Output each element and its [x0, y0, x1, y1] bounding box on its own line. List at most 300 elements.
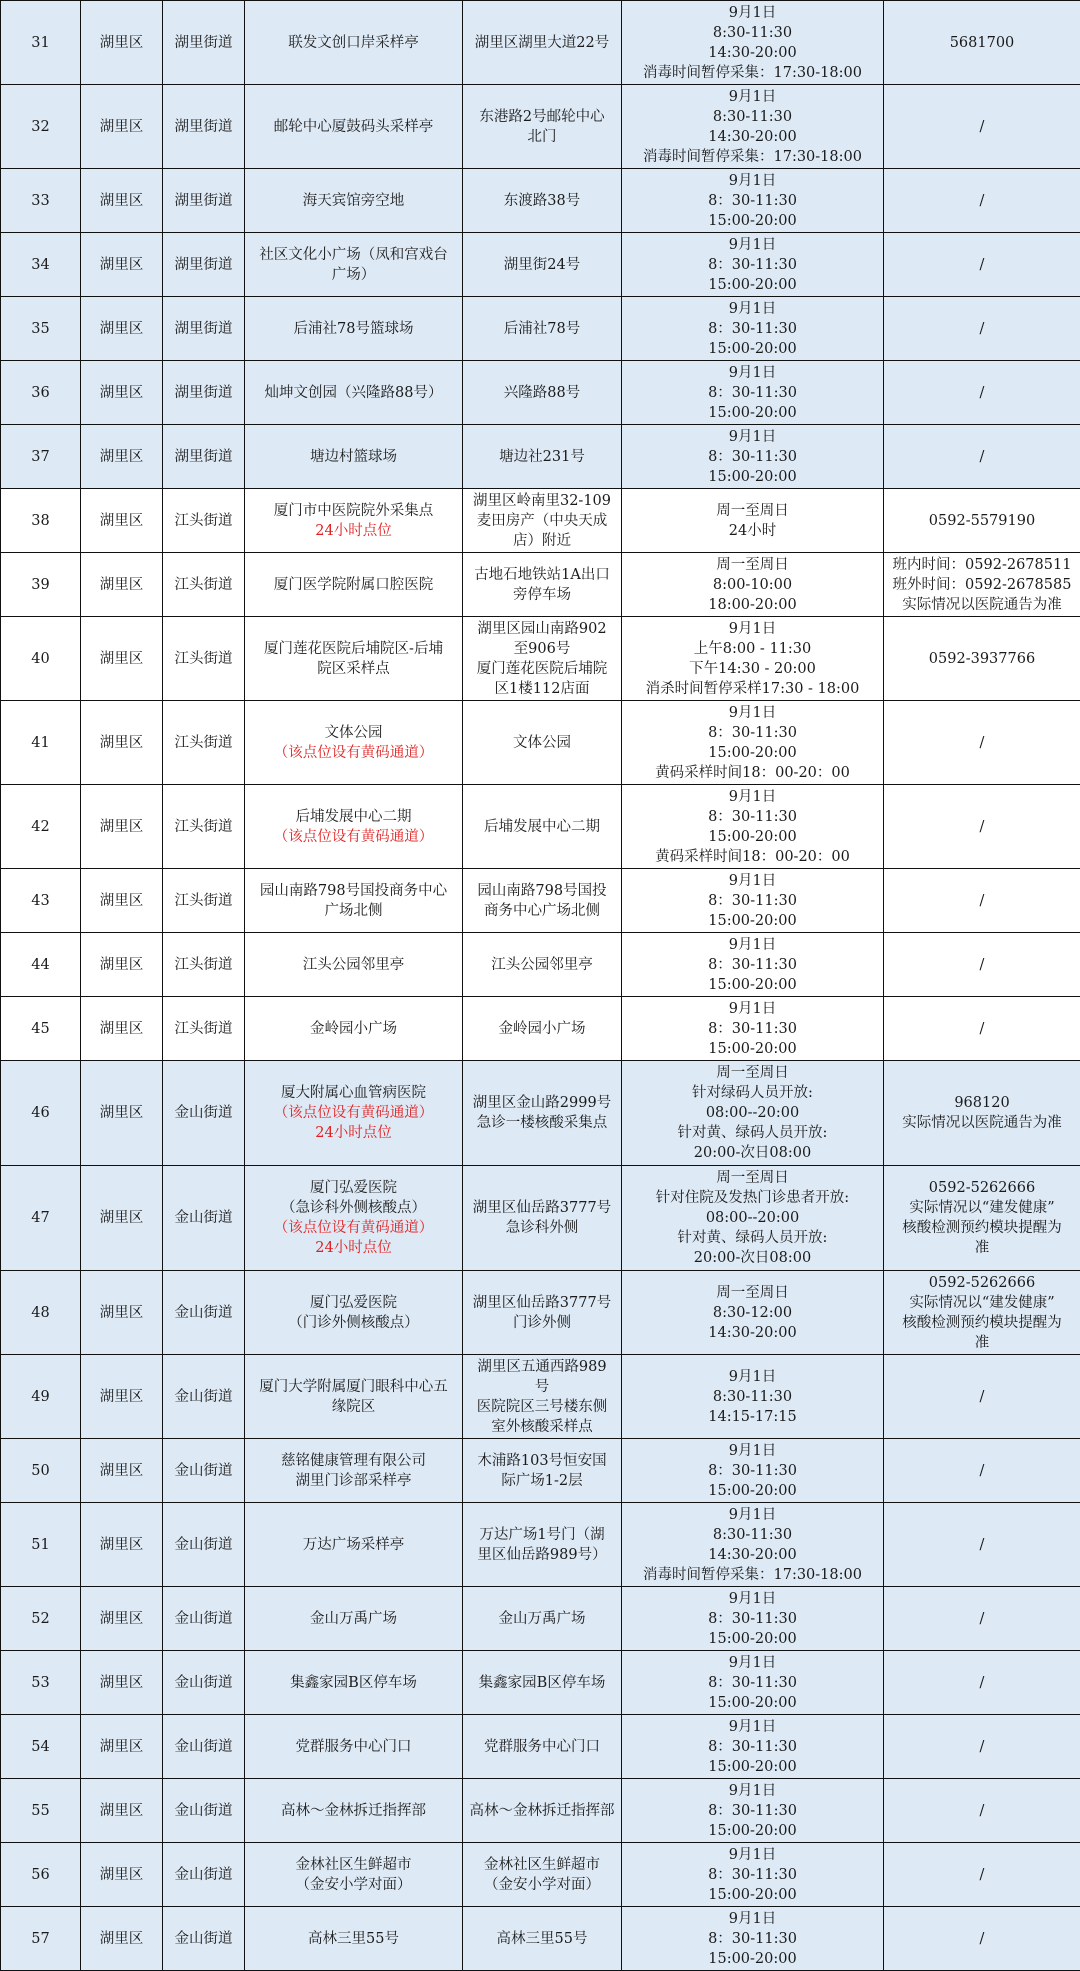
hours-cell-line: 8：30-11:30	[708, 1866, 797, 1883]
site-name-cell-line: 党群服务中心门口	[295, 1738, 412, 1755]
phone-cell	[884, 617, 1080, 701]
phone-cell-line: 班内时间：0592-2678511	[892, 556, 1072, 573]
site-name-cell	[245, 869, 463, 933]
address-cell-line: 急诊科外侧	[505, 1220, 579, 1236]
hours-cell-line: 8:30-11:30	[712, 24, 793, 41]
hours-cell	[622, 1587, 884, 1651]
address-cell-line: 湖里街24号	[503, 256, 581, 273]
address-cell-line: 湖里区湖里大道22号	[474, 34, 610, 51]
hours-cell-line: 14:30-20:00	[708, 128, 797, 145]
row-number: 37	[1, 425, 81, 489]
phone-cell-line: 968120	[954, 1095, 1010, 1111]
hours-cell-line: 9月1日	[728, 1654, 777, 1671]
site-name-cell-line: 厦门弘爱医院	[310, 1294, 397, 1311]
address-cell-line: 东港路2号邮轮中心	[479, 108, 605, 125]
district-cell: 湖里区	[81, 1061, 163, 1166]
address-cell-line: 湖里区五通西路989	[477, 1358, 607, 1375]
row-number: 32	[1, 85, 81, 169]
district-cell: 湖里区	[81, 1843, 163, 1907]
hours-cell-line: 周一至周日	[716, 1065, 789, 1081]
address-cell-line: 兴隆路88号	[503, 384, 581, 401]
site-name-cell-line: （金安小学对面）	[295, 1876, 412, 1893]
site-name-cell	[245, 997, 463, 1061]
phone-cell-line: 班外时间：0592-2678585	[892, 576, 1072, 593]
hours-cell	[622, 1843, 884, 1907]
row-number: 42	[1, 785, 81, 869]
street-cell: 江头街道	[163, 997, 245, 1061]
hours-cell	[622, 1907, 884, 1971]
address-cell-line: 东渡路38号	[503, 192, 581, 209]
street-cell: 江头街道	[163, 785, 245, 869]
phone-cell	[884, 1715, 1080, 1779]
site-name-cell	[245, 1651, 463, 1715]
row-number: 38	[1, 489, 81, 553]
row-number: 33	[1, 169, 81, 233]
district-cell: 湖里区	[81, 701, 163, 785]
hours-cell-line: 黄码采样时间18：00-20：00	[655, 848, 850, 865]
row-number: 51	[1, 1503, 81, 1587]
hours-cell	[622, 1503, 884, 1587]
table-row	[1, 869, 1080, 933]
phone-cell-line: /	[979, 320, 985, 337]
hours-cell	[622, 169, 884, 233]
street-cell: 江头街道	[163, 489, 245, 553]
phone-cell	[884, 1587, 1080, 1651]
hours-cell-line: 8:30-11:30	[712, 108, 793, 125]
hours-cell-line: 24小时	[728, 522, 777, 539]
address-cell	[463, 933, 622, 997]
hours-cell	[622, 361, 884, 425]
address-cell	[463, 869, 622, 933]
hours-cell-line: 9月1日	[728, 1000, 777, 1017]
hours-cell	[622, 997, 884, 1061]
phone-cell-line: /	[979, 734, 985, 751]
row-number: 56	[1, 1843, 81, 1907]
table-row	[1, 785, 1080, 869]
hours-cell-line: 15:00-20:00	[708, 912, 797, 929]
site-name-cell-line: （急诊科外侧核酸点）	[281, 1200, 426, 1216]
site-name-cell-line: 金林社区生鲜超市	[295, 1856, 412, 1873]
district-cell: 湖里区	[81, 489, 163, 553]
row-number: 54	[1, 1715, 81, 1779]
district-cell: 湖里区	[81, 1439, 163, 1503]
address-cell-line: 古地石地铁站1A出口	[474, 566, 610, 583]
table-row	[1, 1061, 1080, 1166]
phone-cell	[884, 1843, 1080, 1907]
district-cell: 湖里区	[81, 361, 163, 425]
site-name-cell	[245, 489, 463, 553]
address-cell-line: 木浦路103号恒安国	[477, 1452, 607, 1469]
address-cell	[463, 1907, 622, 1971]
site-name-cell-line: 联发文创口岸采样亭	[288, 34, 419, 51]
hours-cell-line: 9月1日	[728, 88, 777, 105]
hours-cell-line: 15:00-20:00	[708, 976, 797, 993]
street-cell: 湖里街道	[163, 425, 245, 489]
table-row	[1, 1, 1080, 85]
hours-cell	[622, 1061, 884, 1166]
table-row	[1, 361, 1080, 425]
hours-cell-line: 8:30-11:30	[712, 1388, 793, 1405]
hours-cell-line: 08:00--20:00	[705, 1105, 800, 1121]
address-cell-line: 门诊外侧	[513, 1314, 571, 1331]
address-cell-line: 号	[534, 1378, 550, 1395]
hours-cell-line: 8：30-11:30	[708, 1674, 797, 1691]
phone-cell-line: /	[979, 1020, 985, 1037]
site-name-cell	[245, 169, 463, 233]
phone-cell-line: 实际情况以“建发健康”	[909, 1294, 1055, 1311]
address-cell	[463, 85, 622, 169]
site-name-cell-line: 厦门弘爱医院	[310, 1180, 397, 1196]
table-row	[1, 233, 1080, 297]
hours-cell-line: 8：30-11:30	[708, 808, 797, 825]
row-number: 45	[1, 997, 81, 1061]
row-number: 40	[1, 617, 81, 701]
hours-cell	[622, 869, 884, 933]
table-row	[1, 553, 1080, 617]
hours-cell-line: 15:00-20:00	[708, 404, 797, 421]
phone-cell-line: /	[979, 956, 985, 973]
street-cell: 江头街道	[163, 869, 245, 933]
hours-cell	[622, 1166, 884, 1271]
phone-cell	[884, 869, 1080, 933]
hours-cell-line: 9月1日	[728, 704, 777, 721]
hours-cell-line: 8：30-11:30	[708, 724, 797, 741]
table-row	[1, 1651, 1080, 1715]
address-cell	[463, 1503, 622, 1587]
district-cell: 湖里区	[81, 1587, 163, 1651]
hours-cell-line: 周一至周日	[716, 1170, 789, 1186]
address-cell	[463, 785, 622, 869]
hours-cell-line: 14:30-20:00	[708, 44, 797, 61]
site-name-cell-line: （该点位设有黄码通道）	[273, 744, 434, 761]
row-number: 44	[1, 933, 81, 997]
phone-cell-line: /	[979, 818, 985, 835]
hours-cell-line: 8：30-11:30	[708, 1610, 797, 1627]
address-cell-line: 医院院区三号楼东侧	[476, 1398, 608, 1415]
hours-cell-line: 8：30-11:30	[708, 1738, 797, 1755]
address-cell-line: 湖里区仙岳路3777号	[472, 1294, 612, 1311]
hours-cell	[622, 1355, 884, 1439]
hours-cell-line: 9月1日	[728, 1846, 777, 1863]
phone-cell	[884, 1503, 1080, 1587]
address-cell	[463, 1715, 622, 1779]
address-cell	[463, 425, 622, 489]
street-cell: 湖里街道	[163, 169, 245, 233]
phone-cell-line: 实际情况以“建发健康”	[909, 1200, 1055, 1216]
site-name-cell-line: 广场北侧	[324, 902, 383, 919]
site-name-cell	[245, 1587, 463, 1651]
address-cell-line: 江头公园邻里亭	[491, 956, 593, 973]
hours-cell-line: 8：30-11:30	[708, 892, 797, 909]
hours-cell-line: 9月1日	[728, 1442, 777, 1459]
phone-cell-line: 核酸检测预约模块提醒为	[902, 1314, 1062, 1331]
street-cell: 湖里街道	[163, 85, 245, 169]
hours-cell-line: 9月1日	[728, 428, 777, 445]
street-cell: 金山街道	[163, 1843, 245, 1907]
address-cell-line: 湖里区园山南路902	[477, 620, 607, 637]
table-row	[1, 425, 1080, 489]
district-cell: 湖里区	[81, 1715, 163, 1779]
hours-cell	[622, 1715, 884, 1779]
hours-cell-line: 9月1日	[728, 620, 777, 637]
hours-cell-line: 8：30-11:30	[708, 384, 797, 401]
district-cell: 湖里区	[81, 85, 163, 169]
address-cell-line: （金安小学对面）	[484, 1876, 600, 1893]
row-number: 50	[1, 1439, 81, 1503]
phone-cell	[884, 1061, 1080, 1166]
site-name-cell-line: 集鑫家园B区停车场	[290, 1674, 417, 1691]
hours-cell-line: 8：30-11:30	[708, 1462, 797, 1479]
address-cell	[463, 1439, 622, 1503]
hours-cell-line: 上午8:00 - 11:30	[693, 640, 812, 657]
district-cell: 湖里区	[81, 169, 163, 233]
hours-cell-line: 针对黄、绿码人员开放:	[677, 1230, 828, 1246]
hours-cell-line: 黄码采样时间18：00-20：00	[655, 764, 850, 781]
row-number: 41	[1, 701, 81, 785]
address-cell-line: 商务中心广场北侧	[484, 902, 600, 919]
hours-cell-line: 消毒时间暂停采集：17:30-18:00	[643, 148, 862, 165]
address-cell	[463, 997, 622, 1061]
site-name-cell	[245, 1907, 463, 1971]
site-name-cell	[245, 1061, 463, 1166]
site-name-cell-line: 灿坤文创园（兴隆路88号）	[264, 384, 443, 401]
hours-cell-line: 9月1日	[728, 172, 777, 189]
hours-cell	[622, 617, 884, 701]
district-cell: 湖里区	[81, 297, 163, 361]
hours-cell-line: 15:00-20:00	[708, 1758, 797, 1775]
site-name-cell	[245, 617, 463, 701]
street-cell: 金山街道	[163, 1355, 245, 1439]
hours-cell-line: 15:00-20:00	[708, 1822, 797, 1839]
phone-cell-line: 0592-3937766	[928, 650, 1036, 667]
address-cell-line: 际广场1-2层	[501, 1472, 583, 1489]
table-row	[1, 1166, 1080, 1271]
hours-cell-line: 消毒时间暂停采集：17:30-18:00	[643, 64, 862, 81]
site-name-cell	[245, 425, 463, 489]
row-number: 48	[1, 1271, 81, 1355]
street-cell: 金山街道	[163, 1907, 245, 1971]
hours-cell	[622, 1, 884, 85]
address-cell	[463, 1166, 622, 1271]
site-name-cell	[245, 297, 463, 361]
hours-cell	[622, 233, 884, 297]
site-name-cell-line: 高林三里55号	[308, 1930, 399, 1947]
address-cell-line: 党群服务中心门口	[484, 1738, 600, 1755]
table-row	[1, 997, 1080, 1061]
hours-cell-line: 20:00-次日08:00	[693, 1250, 812, 1266]
address-cell-line: 急诊一楼核酸采集点	[476, 1115, 608, 1131]
table-row	[1, 1843, 1080, 1907]
hours-cell-line: 8：30-11:30	[708, 1020, 797, 1037]
hours-cell	[622, 489, 884, 553]
district-cell: 湖里区	[81, 1355, 163, 1439]
hours-cell-line: 8：30-11:30	[708, 1930, 797, 1947]
site-name-cell	[245, 233, 463, 297]
hours-cell-line: 9月1日	[728, 4, 777, 21]
site-name-cell-line: （门诊外侧核酸点）	[288, 1314, 419, 1331]
address-cell-line: 塘边社231号	[499, 448, 585, 465]
hours-cell	[622, 425, 884, 489]
phone-cell	[884, 1439, 1080, 1503]
table-row	[1, 1355, 1080, 1439]
site-name-cell	[245, 1779, 463, 1843]
street-cell: 江头街道	[163, 553, 245, 617]
street-cell: 金山街道	[163, 1715, 245, 1779]
street-cell: 金山街道	[163, 1651, 245, 1715]
hours-cell	[622, 553, 884, 617]
hours-cell	[622, 1779, 884, 1843]
address-cell	[463, 1061, 622, 1166]
address-cell	[463, 169, 622, 233]
phone-cell-line: 核酸检测预约模块提醒为	[902, 1220, 1062, 1236]
phone-cell	[884, 1651, 1080, 1715]
site-name-cell-line: 缘院区	[331, 1398, 376, 1415]
table-row	[1, 1715, 1080, 1779]
hours-cell-line: 9月1日	[728, 788, 777, 805]
phone-cell	[884, 1907, 1080, 1971]
street-cell: 金山街道	[163, 1061, 245, 1166]
address-cell	[463, 233, 622, 297]
table-row	[1, 617, 1080, 701]
hours-cell-line: 9月1日	[728, 1368, 777, 1385]
address-cell	[463, 1779, 622, 1843]
hours-cell-line: 针对绿码人员开放:	[692, 1085, 813, 1101]
row-number: 57	[1, 1907, 81, 1971]
street-cell: 湖里街道	[163, 233, 245, 297]
address-cell-line: 室外核酸采样点	[491, 1418, 593, 1435]
phone-cell-line: /	[979, 192, 985, 209]
hours-cell-line: 15:00-20:00	[708, 828, 797, 845]
hours-cell-line: 15:00-20:00	[708, 1950, 797, 1967]
site-name-cell-line: 厦门医学院附属口腔医院	[273, 576, 434, 593]
phone-cell	[884, 553, 1080, 617]
address-cell	[463, 489, 622, 553]
phone-cell-line: /	[979, 448, 985, 465]
phone-cell	[884, 425, 1080, 489]
address-cell	[463, 361, 622, 425]
site-name-cell-line: 湖里门诊部采样亭	[295, 1472, 412, 1489]
street-cell: 湖里街道	[163, 1, 245, 85]
street-cell: 金山街道	[163, 1503, 245, 1587]
phone-cell	[884, 1, 1080, 85]
site-name-cell-line: 海天宾馆旁空地	[302, 192, 405, 209]
street-cell: 金山街道	[163, 1166, 245, 1271]
hours-cell-line: 9月1日	[728, 1910, 777, 1927]
hours-cell-line: 18:00-20:00	[708, 596, 797, 613]
district-cell: 湖里区	[81, 997, 163, 1061]
address-cell-line: 园山南路798号国投	[477, 882, 607, 899]
hours-cell-line: 周一至周日	[716, 556, 789, 573]
phone-cell-line: 5681700	[949, 34, 1015, 51]
table-row	[1, 701, 1080, 785]
table-row	[1, 1907, 1080, 1971]
site-name-cell-line: （该点位设有黄码通道）	[273, 828, 434, 845]
address-cell	[463, 1587, 622, 1651]
hours-cell	[622, 1439, 884, 1503]
site-name-cell-line: 后浦社78号篮球场	[293, 320, 414, 337]
site-name-cell-line: 江头公园邻里亭	[302, 956, 405, 973]
table-row	[1, 1439, 1080, 1503]
hours-cell	[622, 701, 884, 785]
address-cell-line: 高林三里55号	[496, 1930, 588, 1947]
phone-cell	[884, 361, 1080, 425]
table-row	[1, 297, 1080, 361]
district-cell: 湖里区	[81, 785, 163, 869]
row-number: 53	[1, 1651, 81, 1715]
address-cell-line: 旁停车场	[513, 586, 571, 603]
hours-cell-line: 8：30-11:30	[708, 192, 797, 209]
street-cell: 江头街道	[163, 701, 245, 785]
site-name-cell	[245, 361, 463, 425]
hours-cell-line: 周一至周日	[716, 502, 789, 519]
row-number: 52	[1, 1587, 81, 1651]
site-name-cell	[245, 701, 463, 785]
row-number: 35	[1, 297, 81, 361]
hours-cell	[622, 785, 884, 869]
district-cell: 湖里区	[81, 1166, 163, 1271]
site-name-cell-line: 24小时点位	[315, 522, 392, 539]
address-cell-line: 区1楼112店面	[494, 680, 590, 697]
address-cell-line: 厦门莲花医院后埔院	[476, 660, 608, 677]
district-cell: 湖里区	[81, 553, 163, 617]
site-name-cell-line: 金岭园小广场	[310, 1020, 397, 1037]
site-name-cell	[245, 1355, 463, 1439]
hours-cell-line: 针对黄、绿码人员开放:	[677, 1125, 828, 1141]
street-cell: 江头街道	[163, 617, 245, 701]
district-cell: 湖里区	[81, 1779, 163, 1843]
site-name-cell	[245, 1166, 463, 1271]
address-cell-line: 高林～金林拆迁指挥部	[469, 1802, 615, 1819]
row-number: 46	[1, 1061, 81, 1166]
site-name-cell	[245, 1271, 463, 1355]
hours-cell-line: 下午14:30 - 20:00	[689, 660, 816, 677]
site-name-cell-line: 厦门莲花医院后埔院区-后埔	[264, 640, 443, 657]
address-cell-line: 金岭园小广场	[498, 1020, 586, 1037]
site-name-cell	[245, 1, 463, 85]
site-name-cell-line: 园山南路798号国投商务中心	[259, 882, 448, 899]
street-cell: 湖里街道	[163, 361, 245, 425]
hours-cell-line: 9月1日	[728, 1782, 777, 1799]
site-name-cell-line: 后埔发展中心二期	[295, 808, 412, 825]
address-cell-line: 北门	[527, 128, 557, 145]
phone-cell-line: /	[979, 1674, 985, 1691]
hours-cell-line: 20:00-次日08:00	[693, 1145, 812, 1161]
site-name-cell-line: 24小时点位	[315, 1125, 392, 1141]
site-name-cell	[245, 785, 463, 869]
row-number: 55	[1, 1779, 81, 1843]
hours-cell-line: 8:00-10:00	[712, 576, 793, 593]
hours-cell-line: 15:00-20:00	[708, 468, 797, 485]
row-number: 31	[1, 1, 81, 85]
table-row	[1, 1779, 1080, 1843]
street-cell: 江头街道	[163, 933, 245, 997]
hours-cell-line: 9月1日	[728, 300, 777, 317]
hours-cell-line: 14:30-20:00	[708, 1324, 797, 1341]
hours-cell-line: 8：30-11:30	[708, 956, 797, 973]
hours-cell-line: 15:00-20:00	[708, 1630, 797, 1647]
row-number: 36	[1, 361, 81, 425]
address-cell	[463, 617, 622, 701]
hours-cell	[622, 933, 884, 997]
site-name-cell-line: （该点位设有黄码通道）	[273, 1220, 434, 1236]
hours-cell	[622, 1271, 884, 1355]
phone-cell-line: /	[979, 1462, 985, 1479]
site-name-cell-line: 邮轮中心厦鼓码头采样亭	[273, 118, 434, 135]
address-cell-line: 麦田房产（中央天成	[476, 512, 608, 529]
address-cell-line: 金林社区生鲜超市	[484, 1856, 600, 1873]
site-name-cell-line: 广场）	[331, 266, 376, 283]
district-cell: 湖里区	[81, 425, 163, 489]
